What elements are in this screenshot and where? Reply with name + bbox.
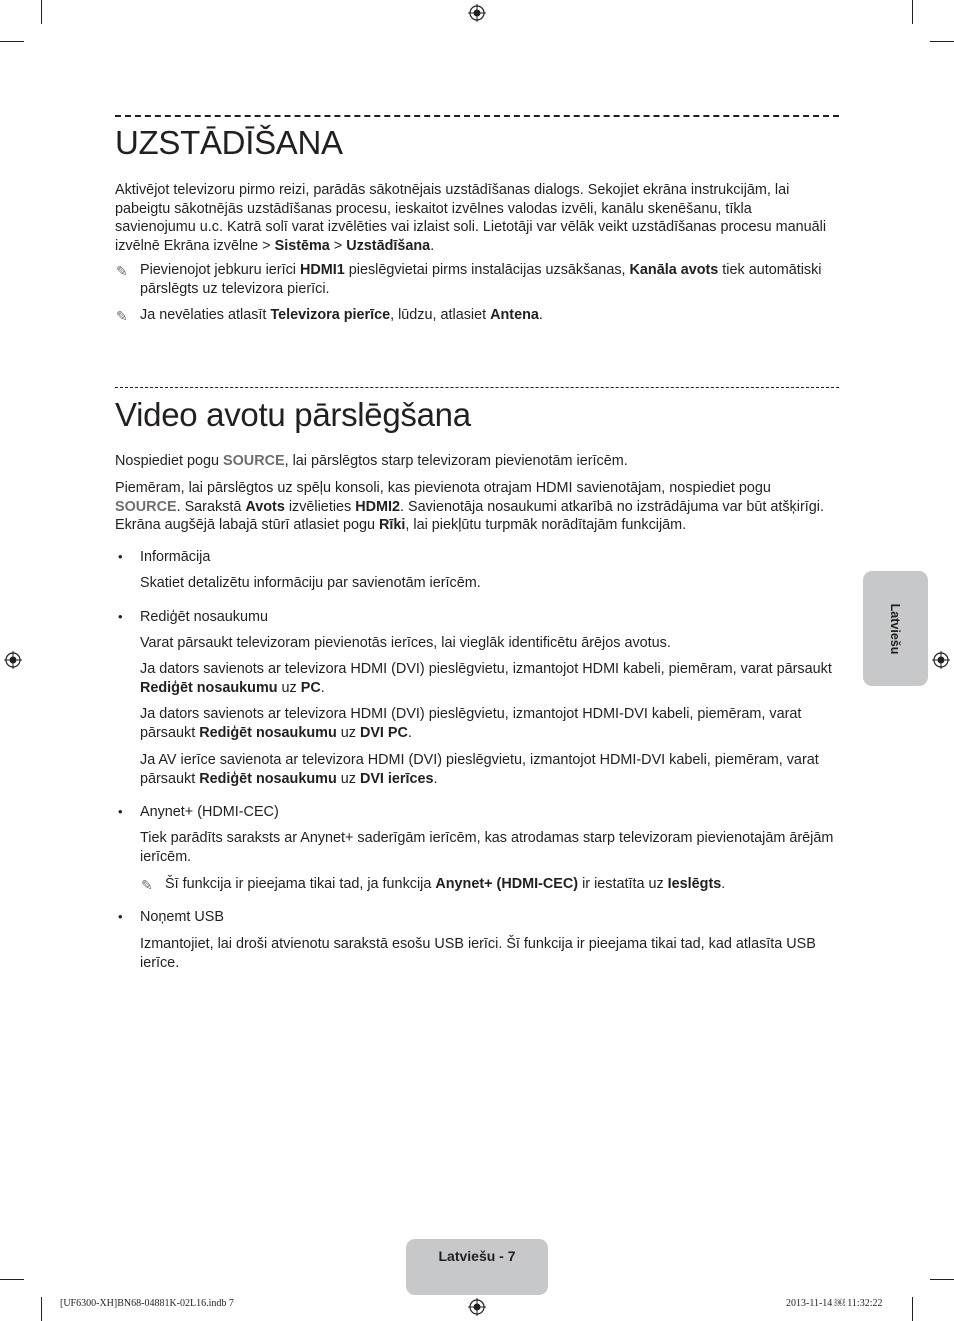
list-item-text: Ja dators savienots ar televizora HDMI (DVI) pieslēgvietu, izmantojot HDMI-DVI kabeli, piemēram, varat pārsaukt Rediģēt nosaukumu uz DVI PC. [140,706,802,741]
section-title: UZSTĀDĪŠANA [115,124,343,161]
bullet: • [118,804,123,819]
crop-mark-bottom-left-h [0,1279,24,1280]
page-number-tab [406,1239,548,1295]
page-number: Latviešu - 7 [438,1248,516,1264]
list-item-text: Izmantojiet, lai droši atvienotu sarakstā esošu USB ierīci. Šī funkcija ir pieejama tikai tad, kad atlasīta USB ierīce. [140,936,816,971]
list-item-text: Varat pārsaukt televizoram pievienotās ierīces, lai vieglāk identificētu ārējos avotus. [140,635,671,651]
crop-mark-top-left-h [0,41,24,42]
list-item-text: Tiek parādīts saraksts ar Anynet+ saderīgām ierīcēm, kas atrodamas starp televizoram pievienotajām ārējām ierīcēm. [140,830,834,865]
list-item-title: Noņemt USB [140,909,224,925]
registration-mark-icon [932,651,950,669]
pencil-note-icon: ✎ [116,308,128,324]
list-item-title: Anynet+ (HDMI-CEC) [140,804,279,820]
registration-mark-icon [468,4,486,22]
crop-mark-bottom-left-v [41,1297,42,1321]
list-item-title: Informācija [140,549,211,565]
crop-mark-bottom-right-v [912,1297,913,1321]
list-item-title: Rediģēt nosaukumu [140,609,268,625]
bullet: • [118,549,123,564]
section-title: Video avotu pārslēgšana [115,396,471,433]
section-divider [115,387,839,388]
language-side-tab [863,571,928,686]
bullet: • [118,909,123,924]
list-item-text: Ja dators savienots ar televizora HDMI (DVI) pieslēgvietu, izmantojot HDMI kabeli, piemēram, varat pārsaukt Rediģēt nosaukumu uz PC. [140,661,832,696]
footer-file-info: [UF6300-XH]BN68-04881K-02L16.indb 7 [60,1298,234,1309]
pencil-note-icon: ✎ [141,877,153,893]
note-paragraph: Pievienojot jebkuru ierīci HDMI1 pieslēgvietai pirms instalācijas uzsākšanas, Kanāla avots tiek automātiski pārslēgts uz televizora pierīci. [140,262,822,297]
crop-mark-bottom-right-h [930,1279,954,1280]
note-paragraph: Šī funkcija ir pieejama tikai tad, ja funkcija Anynet+ (HDMI-CEC) ir iestatīta uz Ieslēgts. [165,876,726,892]
bullet: • [118,609,123,624]
crop-mark-top-right-h [930,41,954,42]
crop-mark-top-right-v [912,0,913,24]
pencil-note-icon: ✎ [116,263,128,279]
language-label: Latviešu [888,603,902,655]
section-divider [115,115,839,117]
registration-mark-icon [4,651,22,669]
body-paragraph: Nospiediet pogu SOURCE, lai pārslēgtos starp televizoram pievienotām ierīcēm. [115,453,628,469]
body-paragraph: Piemēram, lai pārslēgtos uz spēļu konsoli, kas pievienota otrajam HDMI savienotājam, nospiediet pogu SOURCE. Sarakstā Avots izvēlieties HDMI2. Savienotāja nosaukumi atkarībā no izstrādājuma var būt atšķirīgi. Ekrāna augšējā labajā stūrī atlasiet pogu Rīki, lai piekļūtu turpmāk norādītajām funkcijām. [115,480,824,533]
crop-mark-top-left-v [41,0,42,24]
list-item-text: Ja AV ierīce savienota ar televizora HDMI (DVI) pieslēgvietu, izmantojot HDMI-DVI kabeli, piemēram, varat pārsaukt Rediģēt nosaukumu uz DVI ierīces. [140,752,819,787]
registration-mark-icon [468,1298,486,1316]
note-paragraph: Ja nevēlaties atlasīt Televizora pierīce, lūdzu, atlasiet Antena. [140,307,543,323]
footer-timestamp: 2013-11-14 ￼ 11:32:22 [786,1298,883,1309]
list-item-text: Skatiet detalizētu informāciju par savienotām ierīcēm. [140,575,481,591]
intro-paragraph: Aktivējot televizoru pirmo reizi, parādās sākotnējais uzstādīšanas dialogs. Sekojiet ekrāna instrukcijām, lai pabeigtu sākotnējās uzstādīšanas procesu, ieskaitot izvēlnes valodas izvēli, kanālu skenēšanu, tīkla savienojumu u.c. Katrā solī varat izvēlēties vai izlaist soli. Lietotāji var vēlāk veikt uzstādīšanas procesu manuāli izvēlnē Ekrāna izvēlne > Sistēma > Uzstādīšana. [115,182,827,254]
